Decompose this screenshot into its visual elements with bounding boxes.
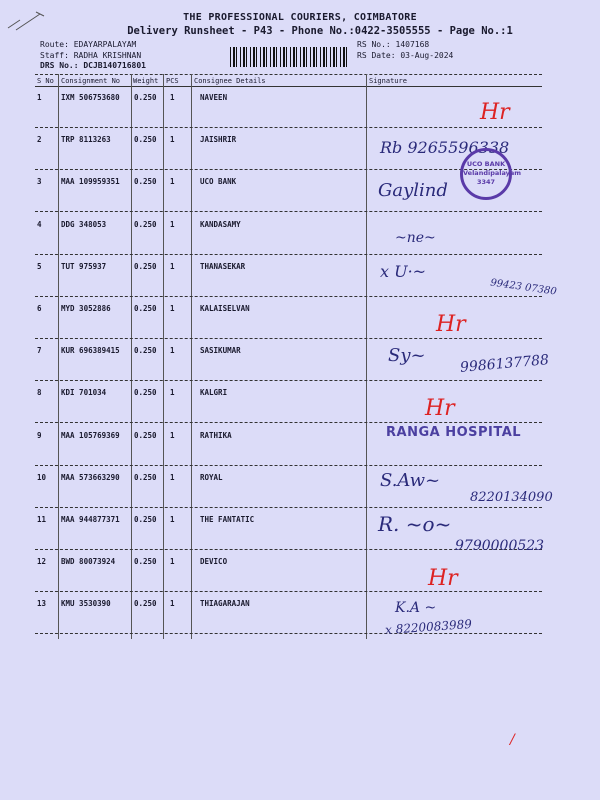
red-tick-mark: Hr [428,566,458,591]
signature-row11: R. ~o~ [378,512,452,536]
row-consignment-no: MAA 944877371 [61,515,120,524]
header-left [40,40,146,72]
row-consignee: SASIKUMAR [200,346,241,356]
row-weight: 0.250 [134,557,157,567]
row-consignee: THIAGARAJAN [200,599,250,609]
row-consignee: KALAISELVAN [200,304,250,313]
col-header-consignee: Consignee Details [194,77,266,85]
row-pcs: 1 [170,557,175,567]
row-separator [35,254,542,255]
row-consignee: DEVICO [200,557,228,567]
row-sno: 10 [37,472,47,482]
row-consignment-no: MAA 105769369 [61,430,120,440]
row-sno: 11 [37,515,47,524]
col-divider [131,74,132,639]
signature-row5: x U·~ [380,262,427,281]
row-consignment-no: MAA 109959351 [61,177,120,187]
row-weight: 0.250 [134,388,157,398]
row-separator [35,338,542,339]
row-consignment-no: KUR 696389415 [61,346,120,356]
col-divider [58,74,59,639]
row-consignee: THE FANTATIC [200,515,255,524]
row-separator [35,465,542,466]
row-pcs: 1 [170,93,175,102]
uco-bank-stamp: UCO BANK Velandipalayam 3347 [460,148,512,200]
row-weight: 0.250 [134,135,157,145]
row-pcs: 1 [170,515,175,524]
col-divider [163,74,164,639]
row-consignee: JAISHRIR [200,135,237,145]
row-consignment-no: BWD 80073924 [61,557,116,567]
signature-row13: K.A ~ [395,600,437,616]
row-sno: 12 [37,557,47,567]
col-divider [366,74,367,639]
row-consignment-no: TRP 8113263 [61,135,111,145]
signature-row4: ~ne~ [395,230,436,246]
row-pcs: 1 [170,388,175,398]
row-separator [35,296,542,297]
row-consignment-no: KDI 701034 [61,388,107,398]
phone-row13: x 8220083989 [384,616,473,638]
staff-text: Staff: RADHA KRISHNAN [40,50,142,60]
row-weight: 0.250 [134,177,157,187]
row-pcs: 1 [170,430,175,440]
row-pcs: 1 [170,219,175,229]
phone-row5: 99423 07380 [489,277,558,298]
row-weight: 0.250 [134,93,157,102]
table-top-rule [35,74,542,75]
row-consignee: ROYAL [200,472,223,482]
row-consignee: THANASEKAR [200,261,246,271]
col-header-sno: S No [37,77,54,85]
row-weight: 0.250 [134,515,157,524]
rs-date-text: RS Date: 03-Aug-2024 [357,50,454,60]
barcode [230,47,348,67]
row-consignee: RATHIKA [200,430,232,440]
row-pcs: 1 [170,599,175,609]
row-consignee: NAVEEN [200,93,228,102]
row-pcs: 1 [170,346,175,356]
row-weight: 0.250 [134,346,157,356]
col-divider [191,74,192,639]
row-sno: 7 [37,346,42,356]
row-weight: 0.250 [134,261,157,271]
row-weight: 0.250 [134,599,157,609]
col-header-weight: Weight [133,77,159,85]
row-consignment-no: MYD 3052886 [61,304,111,313]
signature-row2: Rb 9265596338 [380,138,510,157]
signature-row7: Sy~ [388,345,426,366]
row-sno: 1 [37,93,42,102]
col-header-pcs: PCS [166,77,179,85]
row-sno: 5 [37,261,42,271]
row-pcs: 1 [170,304,175,313]
row-sno: 9 [37,430,42,440]
row-consignment-no: IXM 506753680 [61,93,120,102]
row-consignee: KANDASAMY [200,219,241,229]
row-weight: 0.250 [134,219,157,229]
row-sno: 8 [37,388,42,398]
row-weight: 0.250 [134,472,157,482]
ranga-hospital-stamp: RANGA HOSPITAL [386,425,522,440]
red-tick-mark: Hr [425,396,455,421]
row-separator [35,633,542,634]
row-pcs: 1 [170,135,175,145]
row-pcs: 1 [170,177,175,187]
company-title: THE PROFESSIONAL COURIERS, COIMBATORE [183,12,417,23]
row-weight: 0.250 [134,430,157,440]
row-pcs: 1 [170,261,175,271]
row-consignment-no: TUT 975937 [61,261,107,271]
phone-row7: 9986137788 [459,352,550,376]
row-sno: 4 [37,219,42,229]
table-header-rule [35,86,542,87]
red-tick-mark: Hr [436,312,466,337]
row-sno: 3 [37,177,42,187]
route-text: Route: EDAYARPALAYAM [40,40,137,49]
header-right [357,40,453,61]
red-tick-mark: Hr [480,100,510,125]
col-header-signature: Signature [369,77,407,85]
row-separator [35,422,542,423]
row-consignment-no: MAA 573663290 [61,472,120,482]
phone-row10: 8220134090 [470,490,553,505]
drs-text: DRS No.: DCJB140716801 [40,61,146,70]
row-separator [35,507,542,508]
row-separator [35,127,542,128]
row-sno: 6 [37,304,42,313]
row-consignment-no: KMU 3530390 [61,599,111,609]
red-pen-stroke: / [510,732,515,748]
row-separator [35,380,542,381]
row-sno: 13 [37,599,47,609]
col-header-consignment: Consignment No [61,77,121,85]
row-sno: 2 [37,135,42,145]
signature-row10: S.Aw~ [380,470,441,491]
row-consignee: KALGRI [200,388,228,398]
row-separator [35,591,542,592]
row-consignee: UCO BANK [200,177,237,187]
rs-no-text: RS No.: 1407168 [357,40,430,49]
row-consignment-no: DDG 348053 [61,219,107,229]
row-pcs: 1 [170,472,175,482]
row-weight: 0.250 [134,304,157,313]
row-separator [35,211,542,212]
runsheet-subtitle: Delivery Runsheet - P43 - Phone No.:0422-3505555 - Page No.:1 [127,25,513,37]
phone-row11: 9790000523 [455,538,545,554]
signature-row3: Gaylind [378,180,448,201]
